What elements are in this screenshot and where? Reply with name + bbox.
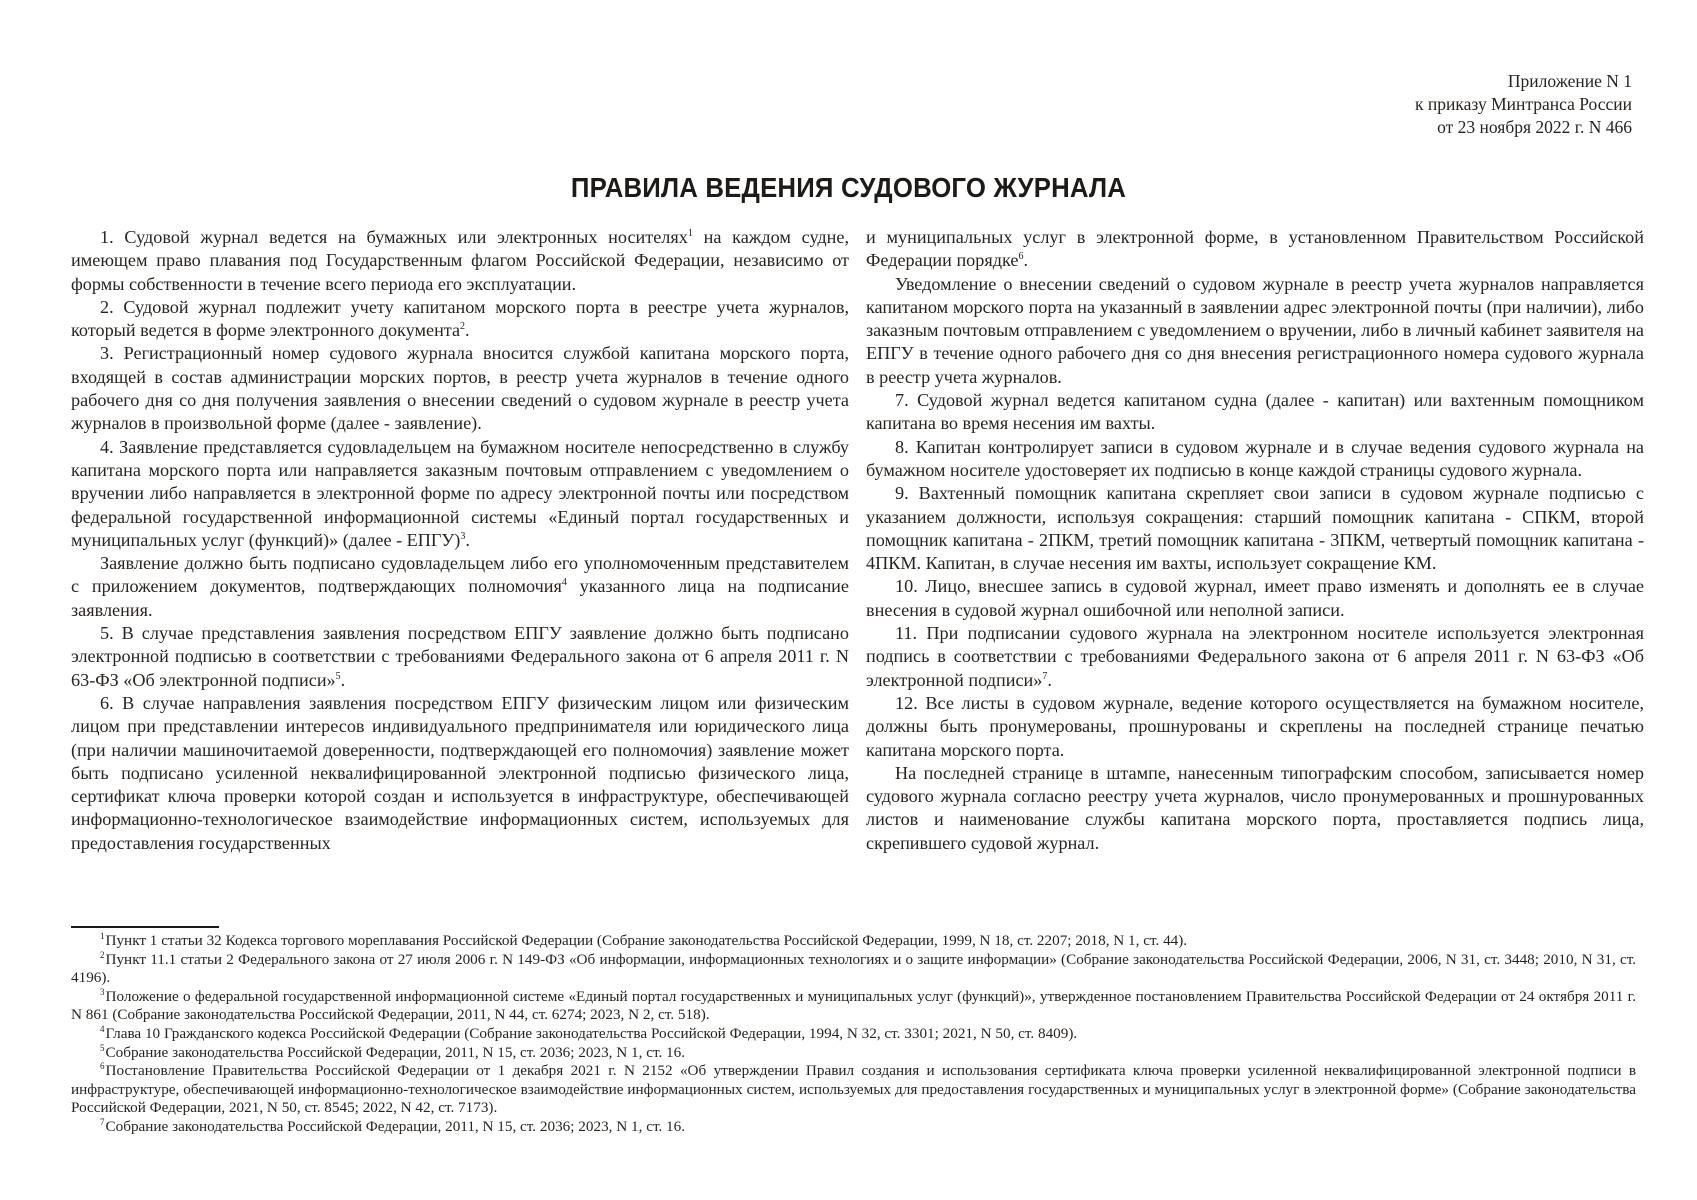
footnote-ref[interactable]: 4 bbox=[561, 577, 567, 589]
footnote-ref[interactable]: 2 bbox=[460, 321, 466, 333]
footnotes bbox=[71, 932, 1636, 1137]
footnote-separator bbox=[71, 926, 219, 928]
footnote: $^2$Пункт 11.1 статьи 2 Федерального закона от 27 июля 2006 г. N 149-ФЗ «Об информации, информационных технологиях и о защите информации» (Собрание законодательства Российской Федерации, 2006, N 31, ст. 3448; 2010, N 31, ст. 4196). bbox=[71, 949, 1636, 987]
paragraph: На последней странице в штампе, нанесенным типографским способом, записывается номер судового журнала согласно реестру учета журналов, число пронумерованных и прошнурованных листов и наименование службы капитана морского порта, проставляется подпись лица, скрепившего судовой журнал. bbox=[866, 762, 1644, 853]
footnote: $^1$Пункт 1 статьи 32 Кодекса торгового мореплавания Российской Федерации (Собрание законодательства Российской Федерации, 1999, N 18, ст. 2207; 2018, N 1, ст. 44). bbox=[100, 931, 1188, 949]
paragraph-continued: и муниципальных услуг в электронной форме, в установленном Правительством Российской Федерации порядке$^6$. bbox=[866, 227, 1644, 271]
paragraph: 11. При подписании судового журнала на электронном носителе используется электронная подпись в соответствии с требованиями Федерального закона от 6 апреля 2011 г. N 63-ФЗ «Об электронной подписи»$^7$. bbox=[866, 623, 1644, 690]
paragraph: 8. Капитан контролирует записи в судовом журнале и в случае ведения судового журнала на бумажном носителе удостоверяет их подписью в конце каждой страницы судового журнала. bbox=[866, 436, 1644, 480]
paragraph: 12. Все листы в судовом журнале, ведение которого осуществляется на бумажном носителе, должны быть пронумерованы, прошнурованы и скреплены на последней странице печатью капитана морского порта. bbox=[866, 692, 1644, 760]
paragraph: 4. Заявление представляется судовладельцем на бумажном носителе непосредственно в службу капитана морского порта или направляется заказным почтовым отправлением с уведомлением о вручении либо направляется в электронной форме по адресу электронной почты или посредством федеральной государственной информационной системы «Единый портал государственных и муниципальных услуг (функций)» (далее - ЕПГУ)$^3$. bbox=[71, 436, 849, 550]
footnote-ref[interactable]: 7 bbox=[1042, 670, 1048, 682]
footnote-ref[interactable]: 6 bbox=[1018, 251, 1024, 263]
footnote: $^7$Собрание законодательства Российской Федерации, 2011, N 15, ст. 2036; 2023, N 1, ст. 16. bbox=[100, 1116, 686, 1135]
document-title: ПРАВИЛА ВЕДЕНИЯ СУДОВОГО ЖУРНАЛА bbox=[570, 172, 1127, 203]
right-column bbox=[866, 226, 1644, 855]
paragraph: 3. Регистрационный номер судового журнала вносится службой капитана морского порта, входящей в состав администрации морских портов, в реестр учета журналов в течение одного рабочего дня со дня получения заявления о внесении сведений о судовом журнале в реестр учета журналов в произвольной форме (далее - заявление). bbox=[71, 343, 849, 434]
appendix-number: Приложение N 1 bbox=[1507, 71, 1632, 91]
left-column bbox=[71, 226, 849, 855]
paragraph: Уведомление о внесении сведений о судовом журнале в реестр учета журналов направляется капитаном морского порта на указанный в заявлении адрес электронной почты (при наличии), либо заказным почтовым отправлением с уведомлением о вручении, либо в личный кабинет заявителя на ЕПГУ в течение одного рабочего дня со дня внесения регистрационного номера судового журнала в реестр учета журналов. bbox=[866, 273, 1644, 387]
appendix-order-date: от 23 ноября 2022 г. N 466 bbox=[1437, 117, 1632, 137]
paragraph: 7. Судовой журнал ведется капитаном судна (далее - капитан) или вахтенным помощником капитана во время несения им вахты. bbox=[866, 390, 1644, 434]
paragraph: 6. В случае направления заявления посредством ЕПГУ физическим лицом или физическим лицом при представлении интересов индивидуального предпринимателя или юридического лица (при наличии машиночитаемой доверенности, подтверждающей его полномочия) заявление может быть подписано усиленной неквалифицированной электронной подписью физического лица, сертификат ключа проверки которой создан и используется в инфраструктуре, обеспечивающей информационно-технологическое взаимодействие информационных систем, используемых для предоставления государственных bbox=[71, 692, 849, 853]
appendix-order-ref: к приказу Минтранса России bbox=[1415, 94, 1632, 114]
paragraph: 9. Вахтенный помощник капитана скрепляет свои записи в судовом журнале подписью с указанием должности, используя сокращения: старший помощник капитана - СПКМ, второй помощник капитана - 2ПКМ, третий помощник капитана - 3ПКМ, четвертый помощник капитана - 4ПКМ. Капитан, в случае несения им вахты, использует сокращение КМ. bbox=[866, 483, 1644, 574]
footnote: $^4$Глава 10 Гражданского кодекса Российской Федерации (Собрание законодательства Российской Федерации, 1994, N 32, ст. 3301; 2021, N 50, ст. 8409). bbox=[100, 1023, 1078, 1042]
paragraph: 5. В случае представления заявления посредством ЕПГУ заявление должно быть подписано электронной подписью в соответствии с требованиями Федерального закона от 6 апреля 2011 г. N 63-ФЗ «Об электронной подписи»$^5$. bbox=[71, 623, 849, 690]
paragraph: 2. Судовой журнал подлежит учету капитаном морского порта в реестре учета журналов, который ведется в форме электронного документа$^2$. bbox=[71, 296, 849, 341]
paragraph: 10. Лицо, внесшее запись в судовой журнал, имеет право изменять и дополнять ее в случае внесения в судовой журнал ошибочной или неполной записи. bbox=[866, 576, 1644, 620]
appendix-header bbox=[1415, 70, 1632, 139]
footnote-ref[interactable]: 5 bbox=[335, 670, 341, 682]
footnote: $^6$Постановление Правительства Российской Федерации от 1 декабря 2021 г. N 2152 «Об утверждении Правил создания и использования сертификата ключа проверки усиленной неквалифицированной электронной подписи в инфраструктуре, обеспечивающей информационно-технологическое взаимодействие информационных систем, используемых для предоставления государственных и муниципальных услуг в электронной форме» (Собрание законодательства Российской Федерации, 2021, N 50, ст. 8545; 2022, N 42, ст. 7173). bbox=[71, 1061, 1636, 1117]
paragraph: 1. Судовой журнал ведется на бумажных или электронных носителях$^1$ на каждом судне, имеющем право плавания под Государственным флагом Российской Федерации, независимо от формы собственности в течение всего периода его эксплуатации. bbox=[71, 227, 849, 294]
footnote: $^3$Положение о федеральной государственной информационной системе «Единый портал государственных и муниципальных услуг (функций)», утвержденное постановлением Правительства Российской Федерации от 24 октября 2011 г. N 861 (Собрание законодательства Российской Федерации, 2011, N 44, ст. 6274; 2023, N 2, ст. 518). bbox=[71, 986, 1636, 1024]
paragraph: Заявление должно быть подписано судовладельцем либо его уполномоченным представителем с приложением документов, подтверждающих полномочия$^4$ указанного лица на подписание заявления. bbox=[71, 553, 849, 620]
footnote-ref[interactable]: 3 bbox=[460, 530, 466, 542]
footnote-ref[interactable]: 1 bbox=[687, 228, 693, 239]
footnote: $^5$Собрание законодательства Российской Федерации, 2011, N 15, ст. 2036; 2023, N 1, ст. 16. bbox=[100, 1042, 686, 1061]
